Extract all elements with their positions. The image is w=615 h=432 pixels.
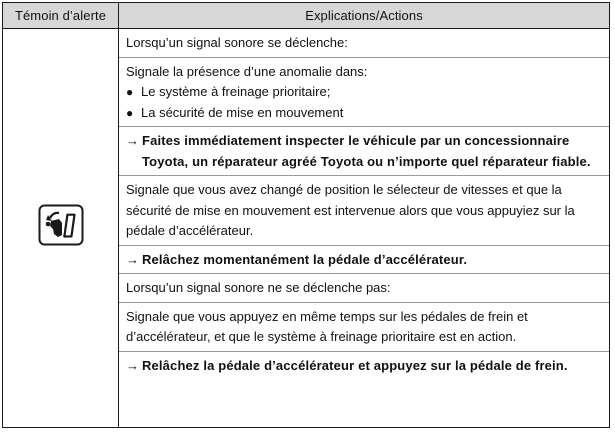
list-item bbox=[119, 274, 609, 303]
header-warning-light: Témoin d’alerte bbox=[3, 3, 119, 29]
brake-override-explanation: Signale que vous appuyez en même temps sur les pédales de frein et d’accélérateur, et que le système à freinage prioritaire est en action. bbox=[126, 308, 528, 344]
sound-off-condition: Lorsqu’un signal sonore ne se déclenche pas: bbox=[126, 280, 391, 295]
warning-light-cell bbox=[3, 29, 119, 428]
list-item bbox=[119, 352, 609, 380]
action-line bbox=[126, 356, 601, 377]
list-item bbox=[119, 127, 609, 176]
bullet-icon: ● bbox=[126, 85, 134, 99]
bullet-text: Le système à freinage prioritaire; bbox=[141, 84, 331, 99]
list-item bbox=[119, 58, 609, 128]
action-line bbox=[126, 250, 601, 271]
list-item bbox=[119, 29, 609, 58]
shift-explanation: Signale que vous avez changé de position le sélecteur de vitesses et que la sécurité de mise en mouvement est intervenue alors que vous appuyiez sur la pédale d’accélérateur. bbox=[126, 182, 575, 238]
arrow-right-icon: → bbox=[126, 251, 139, 267]
bullet-text: La sécurité de mise en mouvement bbox=[141, 104, 344, 120]
action-line bbox=[126, 131, 601, 172]
action-text: Relâchez momentanément la pédale d’accélérateur. bbox=[142, 251, 468, 267]
table-header-row bbox=[3, 3, 610, 29]
header-explanations-actions: Explications/Actions bbox=[119, 3, 610, 29]
arrow-right-icon: → bbox=[126, 357, 139, 373]
action-text: Faites immédiatement inspecter le véhicule par un concessionnaire Toyota, un réparateur agréé Toyota ou n’importe quel réparateur fiable. bbox=[142, 133, 591, 169]
warning-light-table bbox=[2, 2, 610, 428]
bullet-item bbox=[126, 103, 601, 124]
list-item bbox=[119, 246, 609, 275]
bullet-item bbox=[126, 82, 601, 103]
list-item bbox=[119, 303, 609, 352]
table-row bbox=[3, 29, 610, 428]
bullet-icon: ● bbox=[126, 105, 134, 120]
malfunction-intro: Signale la présence d’une anomalie dans: bbox=[126, 63, 368, 79]
list-item bbox=[119, 176, 609, 246]
explanations-cell bbox=[119, 29, 610, 428]
pedal-foot-warning-icon bbox=[38, 204, 84, 246]
action-text: Relâchez la pédale d’accélérateur et appuyez sur la pédale de frein. bbox=[142, 357, 568, 373]
arrow-right-icon: → bbox=[126, 133, 139, 148]
sound-on-condition: Lorsqu’un signal sonore se déclenche: bbox=[126, 35, 348, 50]
